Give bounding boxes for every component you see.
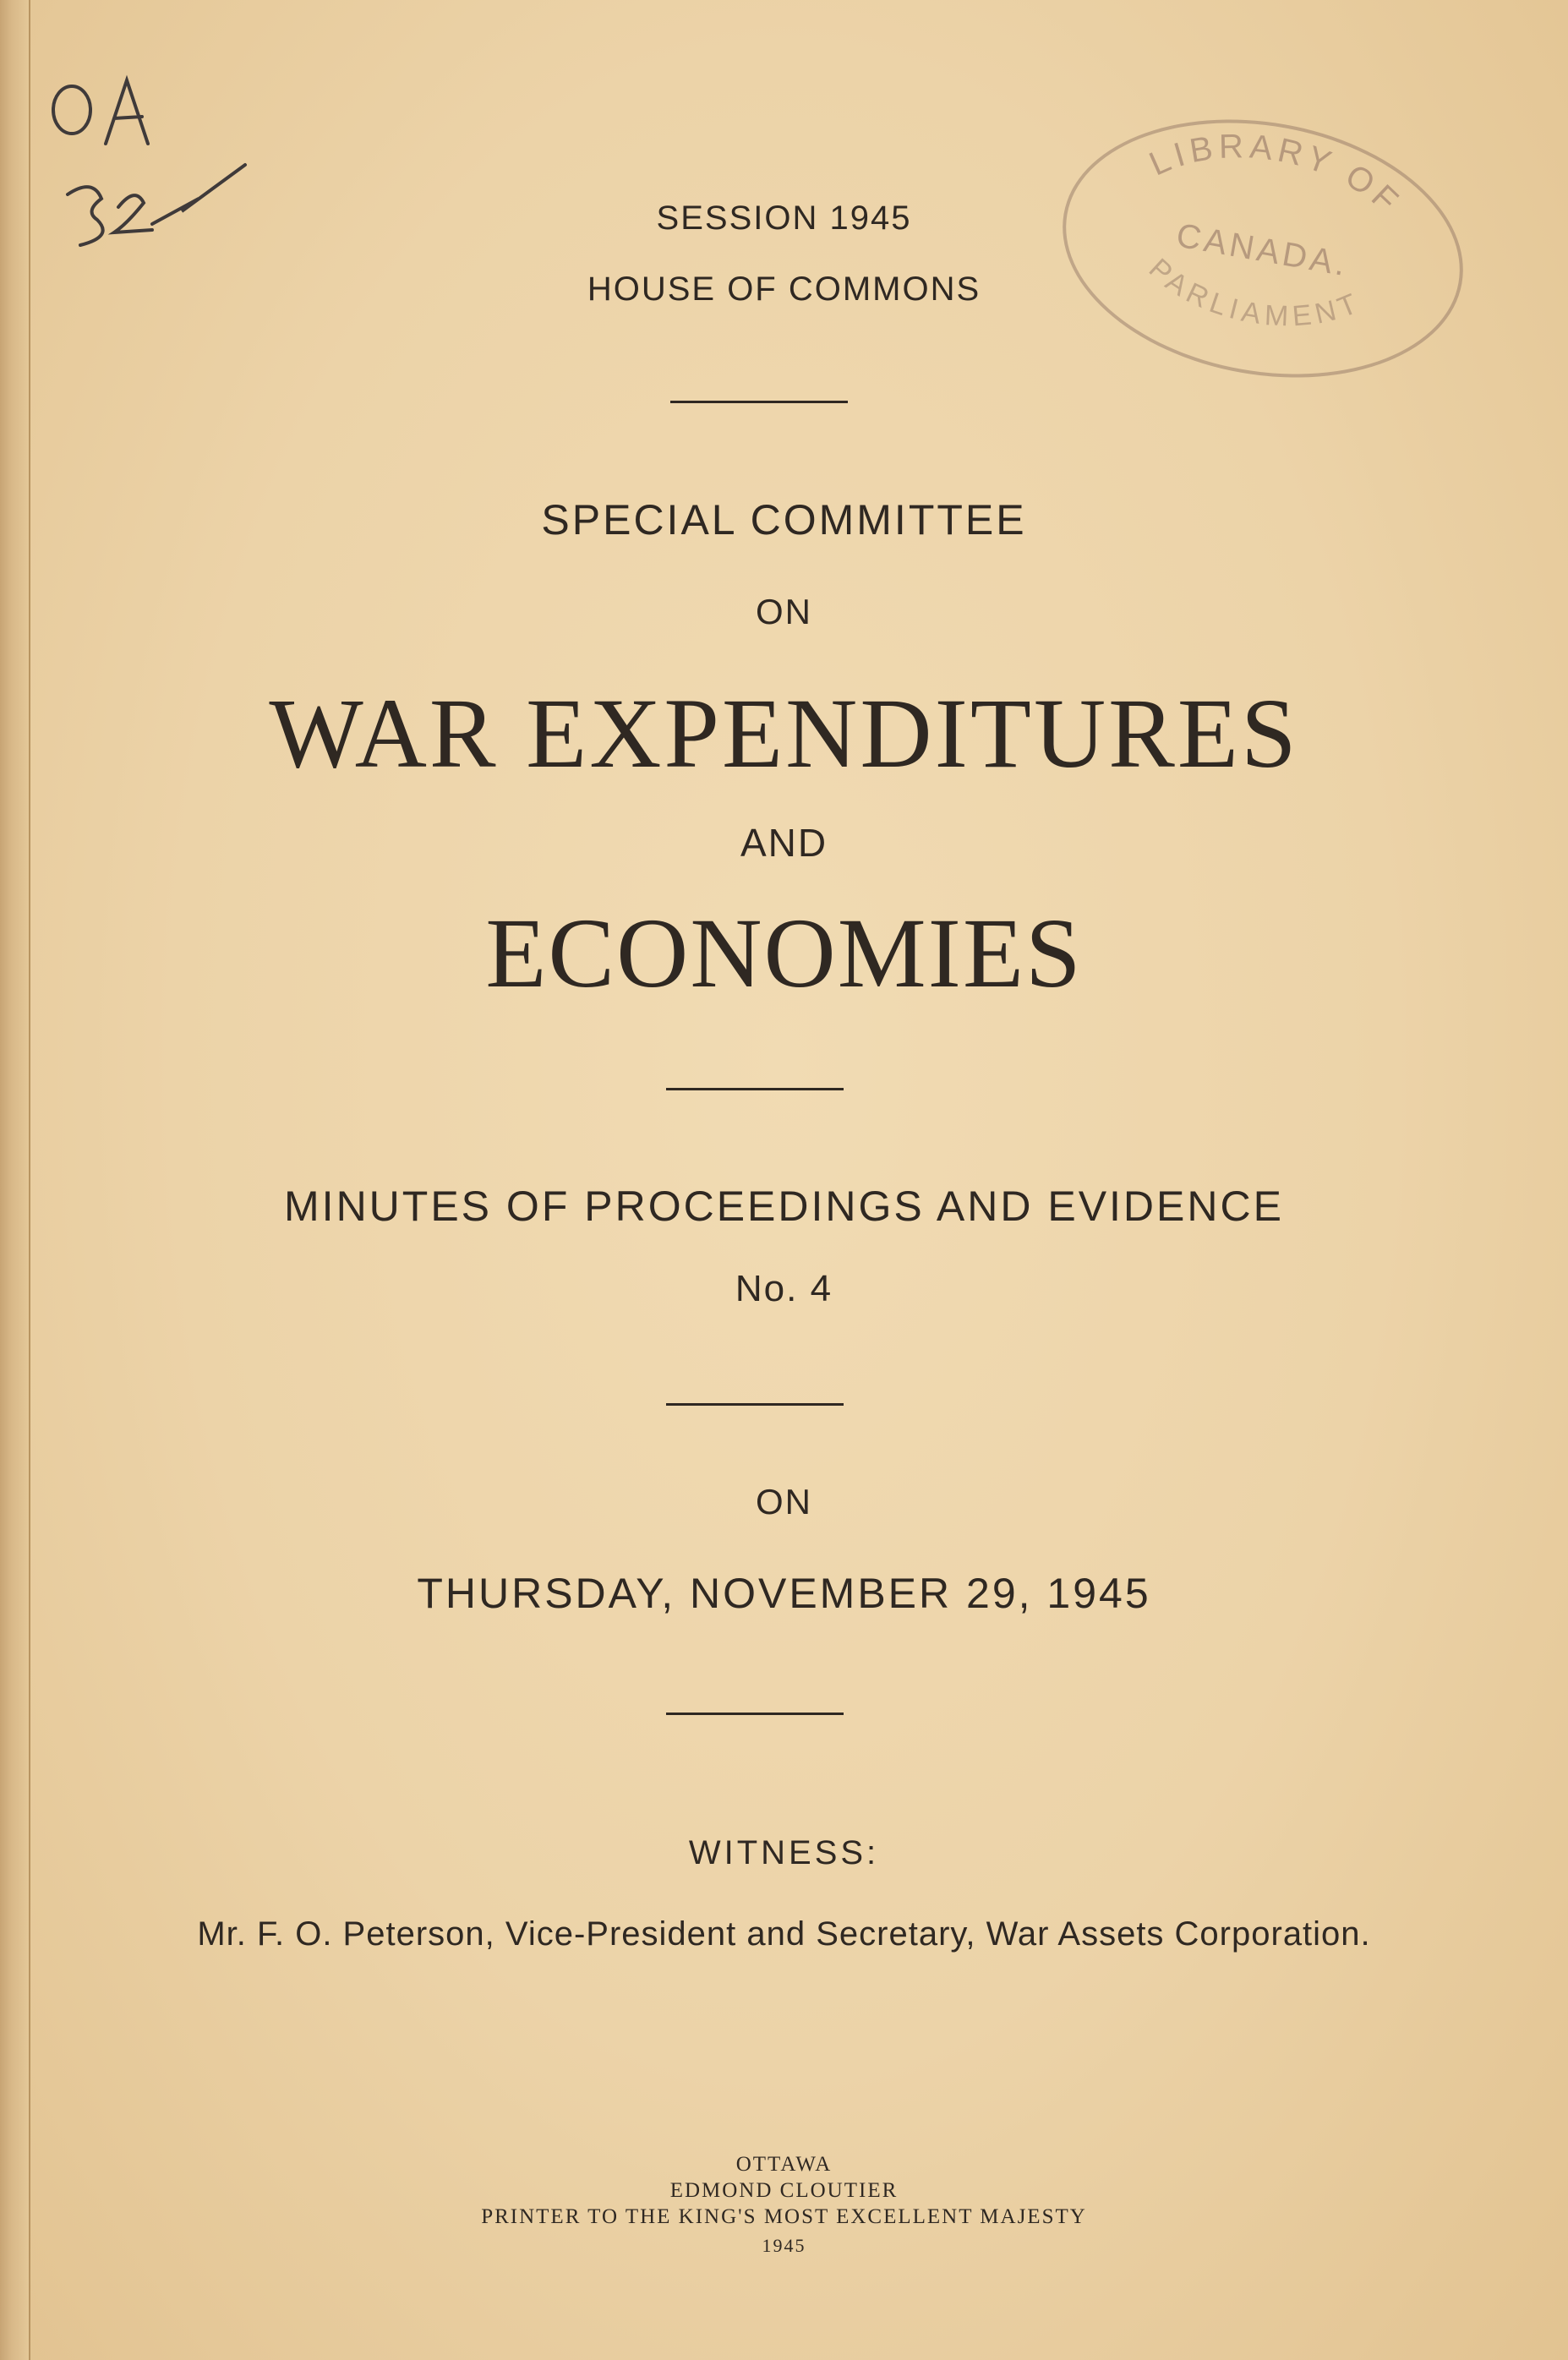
divider-rule [666, 1403, 844, 1406]
imprint-year: 1945 [762, 2235, 806, 2256]
on-connector: ON [756, 1482, 812, 1521]
library-stamp [1042, 90, 1483, 407]
witness-entry: Mr. F. O. Peterson, Vice-President and Secretary, War Assets Corporation. [197, 1915, 1371, 1953]
divider-rule [666, 1088, 844, 1090]
handwritten-call-number [34, 51, 287, 270]
committee-heading: SPECIAL COMMITTEE [541, 496, 1027, 544]
house-line: HOUSE OF COMMONS [587, 270, 981, 308]
title-economies: ECONOMIES [485, 898, 1083, 1008]
stamp-bottom-text: PARLIAMENT [1142, 252, 1367, 333]
stamp-top-text: LIBRARY OF [1144, 128, 1409, 223]
divider-rule [670, 401, 848, 403]
witness-heading: WITNESS: [688, 1834, 880, 1871]
binding-edge [0, 0, 30, 2360]
title-war-expenditures: WAR EXPENDITURES [269, 678, 1299, 789]
on-connector: ON [756, 592, 812, 631]
and-connector: AND [740, 821, 828, 865]
imprint-printer-name: EDMOND CLOUTIER [669, 2179, 899, 2202]
divider-rule [666, 1713, 844, 1715]
stamp-middle-text: CANADA. [1173, 216, 1352, 284]
session-line: SESSION 1945 [656, 199, 912, 237]
imprint-printer-title: PRINTER TO THE KING'S MOST EXCELLENT MAJESTY [481, 2205, 1087, 2228]
meeting-date: THURSDAY, NOVEMBER 29, 1945 [417, 1570, 1151, 1617]
imprint-city: OTTAWA [735, 2153, 833, 2176]
minutes-heading: MINUTES OF PROCEEDINGS AND EVIDENCE [284, 1183, 1284, 1230]
issue-number: No. 4 [735, 1268, 833, 1309]
handwritten-line-1: 0A [34, 51, 36, 52]
